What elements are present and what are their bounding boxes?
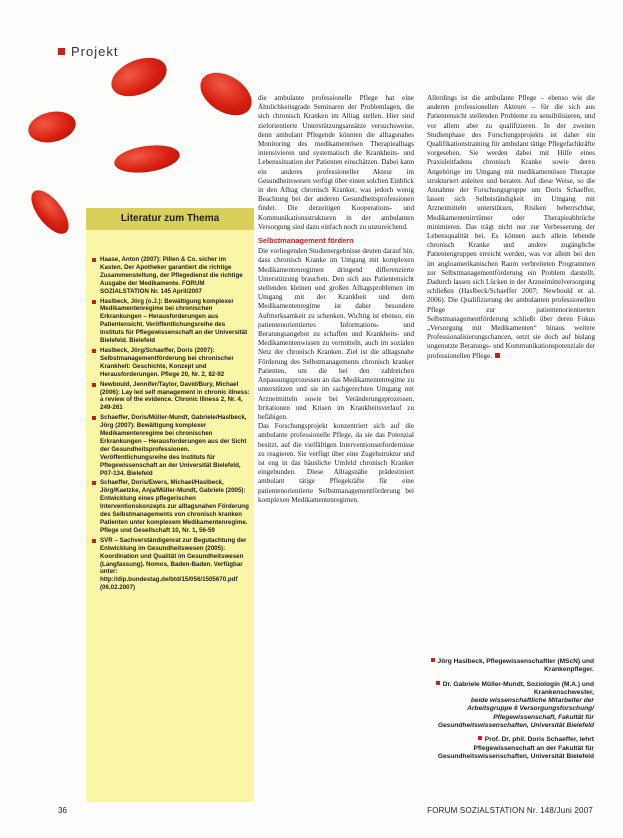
author-box <box>427 658 594 767</box>
end-mark-icon <box>495 353 500 358</box>
list-item: Haslbeck, Jörg/Schaeffer, Doris (2007): Selbstmanagementförderung bei chronischer Krankheit: Geschichte, Konzept und Herausforderungen. Pflege 20, Nr. 2, 82-92 <box>92 347 250 379</box>
paragraph: die ambulante professionelle Pflege hat eine Ähnlichkeitsgrade Seminaren der Problemlagen, die sich chronisch Kranken im Alltag stellen. Hier sind zielorientierte Unterstützungsansätze versuchsweise, denn ambulant Pflegende könnten die alltagsnahes Monitoring des medikamentösen Therapiealltags intensivieren und systematisch die Krankheits- und Lebenssituation der Patienten einschätzen. Dabei kann ein anderes professioneller Akteur im Gesundheitswesen verfügt über einen solchen Einblick in den Alltag chronisch Kranker, was jedoch wenig Beachtung bei der anderen Gesundheitsprofessionen findet. Die derzeitigen Kooperations- und Kommunikationsstrukturen in der ambulanten Versorgung sind dazu einfach noch zu unzureichend. <box>258 94 414 231</box>
paragraph-text: Allerdings ist die ambulante Pflege – ebenso wie die anderen professionellen Akteure – für die sich aus Patientensicht stellenden Probleme zu sensibilisieren, und vor allem aber zu qualifizieren. In der zweiten Studienphase des Forschungsprojekts ist daher ein Qualifikationstraining für ambulant tätige Pflegefachkräfte vorgesehen. Sie werden dabei mit Hilfe eines Praxisleitfadens chronisch Kranke sowie deren Angehörige im Umgang mit medikamentösen Therapie strukturiert anleiten und beraten. Auf diese Weise, so die Annahme der Forschungsgruppe um Doris Schaeffer, lassen sich Selbstständigkeit im Umgang mit Arzneimitteln unterstützen, Risiken beherrschbar, Medikamentenirrtümer oder Therapieabbrüche minimieren. Das trägt nicht nur zur Verbesserung der Lebensqualität bei. Es können auch allein lebende chronisch Kranke und andere zugängliche Patientengruppen erreicht werden, was vor allem bei den im angloamerikanischen Raum verbreiteten Programmen zur Selbstmanagementförderung ein Problem darstellt. Dadurch lassen sich Lücken in der Arzneimittelversorgung schließen (Haslbeck/Schaeffer 2007; Newbould et al. 2006). Die Qualifizierung der ambulanten professionellen Pflege zur patientenorientierten Selbstmanagementförderung schließt über deren Fokus „Versorgung mit Medikamenten“ hinaus weitere Professionalisierungschancen, setzt sie doch auf bislang ungenutzte Beratungs- und Kommunikationspotenziale der professionellen Pflege. <box>427 94 595 360</box>
author-text: Jörg Haslbeck, Pflegewissenschaftler (MScN) und Krankenpfleger. <box>437 658 594 674</box>
pill-image <box>193 64 260 124</box>
paragraph: Die vorliegenden Studienergebnisse deuten darauf hin, dass chronisch Kranke im Umgang mit komplexen Medikamentenregimen dringend differenzierte Unterstützung brauchen. Den sich aus Patientensicht stellenden kleinen und großen Alltagsproblemen im Umgang mit der Krankheit und dem Medikamentenregime ist daher besondere Aufmerksamkeit zu schenken. Wichtig ist ebenso, ein patientenorientiertes Informations- und Beratungsangebot zu schaffen und Krankheits- und Medikamentenwissen zu vermitteln, auch im sozialen Netz der chronisch Kranken. Ziel ist die alltagsnahe Förderung des Selbstmanagements chronisch kranker Patienten, um die bei den zahlreichen Anpassungsprozessen an das Medikamentenregime zu unterstützen und sie im sachgerechten Umgang mit Arzneimitteln sowie bei Veränderungsprozessen, Irritationen und Krisen im Krankheitsverlauf zu befähigen. <box>258 247 414 421</box>
list-item: Haase, Anton (2007): Pillen & Co. sicher im Kasten. Der Apotheker garantiert die richtige Zusammenstellung, der Pflegedienst die richtige Ausgabe der Medikamente. FORUM SOZIALSTATION Nr. 145 April/2007 <box>92 256 250 296</box>
author-text: Prof. Dr. phil. Doris Schaeffer, lehrt Pflegewissenschaft an der Fakultät für Gesundheitswissenschaften, Universität Bielefeld <box>437 736 594 760</box>
paragraph <box>427 94 595 361</box>
literature-sidebar <box>86 208 254 802</box>
journal-footer: FORUM SOZIALSTATION Nr. 148/Juni 2007 <box>427 806 593 815</box>
list-item: Schaeffer, Doris/Ewers, Michael/Haslbeck, Jörg/Kaetzke, Anja/Müller-Mundt, Gabriele (2005): Entwicklung eines pflegerischen Interventionskonzepts zur alltagsnahen Förderung des Selbstmanagements von chronisch kranken Patienten unter komplexem Medikamentenregime. Pflege und Gesellschaft 10, Nr. 1, 56-59 <box>92 479 250 534</box>
article-column-right <box>427 94 595 361</box>
red-square-icon <box>478 736 482 740</box>
red-square-icon <box>431 658 435 662</box>
pill-image <box>25 107 78 146</box>
sidebar-title: Literatur zum Thema <box>86 208 254 230</box>
author-role: beide wissenschaftliche Mitarbeiter der Arbeitsgruppe 6 Versorgungsforschung/ Pflegewissenschaft, Fakultät für Gesundheitswissenschaften, Universität Bielefeld <box>437 697 594 730</box>
author-entry <box>427 736 594 761</box>
list-item: Haslbeck, Jörg (o.J.): Bewältigung komplexer Medikamentenregime bei chronischen Erkrankungen – Herausforderungen aus Patientensicht. Veröffentlichungsreihe des Instituts für Pflegewissenschaft an der Universität Bielefeld. Bielefeld <box>92 298 250 345</box>
pill-image <box>25 184 76 240</box>
red-square-icon <box>58 48 65 55</box>
literature-list <box>92 256 250 594</box>
section-label: Projekt <box>71 44 119 59</box>
list-item: Newbould, Jennifer/Taylor, David/Bury, Michael (2006): Lay led self management in chronic illness: a review of the evidence. Chronic Illness 2, Nr. 4, 249-261 <box>92 381 250 413</box>
section-header <box>58 44 118 59</box>
pill-image <box>113 142 182 177</box>
author-entry <box>427 681 594 731</box>
list-item: Schaeffer, Doris/Müller-Mundt, Gabriele/Haslbeck, Jörg (2007): Bewältigung komplexer Medikamentenregime bei chronischen Erkrankungen – Herausforderungen aus der Sicht der Gesundheitsprofessionen. Veröffentlichungsreihe des Instituts für Pflegewissenschaft an der Universität Bielefeld, P07-134. Bielefeld <box>92 414 250 477</box>
author-text: Dr. Gabriele Müller-Mundt, Soziologin (M.A.) und Krankenschwester, <box>442 680 594 696</box>
list-item: SVR – Sachverständigenrat zur Begutachtung der Entwicklung im Gesundheitswesen (2005): Koordination und Qualität im Gesundheitswesen (Langfassung). Nomos, Baden-Baden. Verfügbar unter: http://dip.bundestag.de/btd/15/056/1505670.pdf (06.02.2007) <box>92 537 250 592</box>
paragraph: Das Forschungsprojekt konzentriert sich auf die ambulante professionelle Pflege, da sie das Potenzial besitzt, auf die vielfältigen Interventionserfordernisse zu reagieren. Sie verfügt über eine Zugehstruktur und ist eng in das häusliche Umfeld chronisch Kranker eingebunden. Diese Alltagsnähe prädestiniert ambulant tätige Pflegekräfte für eine patientenorientierte Selbstmanagementförderung bei komplexen Medikamentenregimen. <box>258 422 414 504</box>
author-entry <box>427 658 594 675</box>
red-square-icon <box>436 681 440 685</box>
page-number: 36 <box>58 806 67 815</box>
subheading: Selbstmanagement fördern <box>258 236 354 246</box>
article-column-middle <box>258 94 414 505</box>
